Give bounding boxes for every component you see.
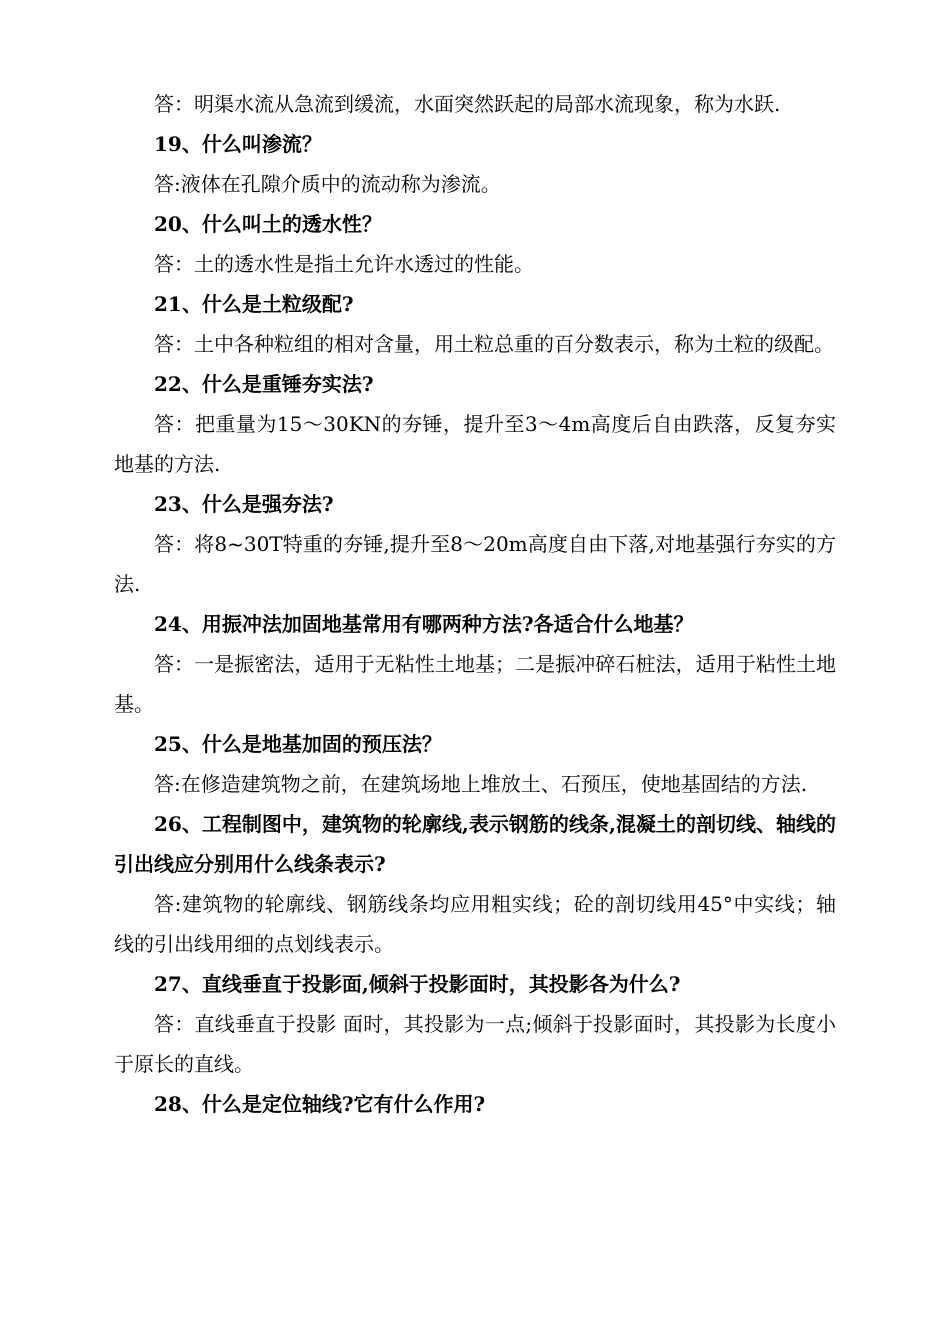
- answer-26: 答:建筑物的轮廓线、钢筋线条均应用粗实线；砼的剖切线用45°中实线；轴线的引出线用细的点划线表示。: [114, 892, 836, 956]
- document-body: [114, 84, 836, 1124]
- question-19: 19、什么叫渗流？: [154, 132, 322, 156]
- answer-22: 答：把重量为15～30KN的夯锤，提升至3～4m高度后自由跌落，反复夯实地基的方法.: [114, 412, 836, 476]
- question-22: 22、什么是重锤夯实法?: [154, 372, 374, 396]
- question-25: 25、什么是地基加固的预压法？: [154, 732, 442, 756]
- answer-23: 答：将8~30T特重的夯锤,提升至8～20m高度自由下落,对地基强行夯实的方法.: [114, 532, 836, 596]
- answer-18: 答：明渠水流从急流到缓流，水面突然跃起的局部水流现象，称为水跃.: [154, 92, 781, 116]
- answer-21: 答：土中各种粒组的相对含量，用土粒总重的百分数表示，称为土粒的级配。: [154, 332, 834, 356]
- answer-20: 答：土的透水性是指土允许水透过的性能。: [154, 252, 534, 276]
- question-21: 21、什么是土粒级配?: [154, 292, 354, 316]
- question-24: 24、用振冲法加固地基常用有哪两种方法?各适合什么地基？: [154, 612, 694, 636]
- question-26: 26、工程制图中，建筑物的轮廓线,表示钢筋的线条,混凝土的剖切线、轴线的引出线应分别用什么线条表示?: [114, 812, 836, 876]
- answer-24: 答：一是振密法，适用于无粘性土地基；二是振冲碎石桩法，适用于粘性土地基。: [114, 652, 836, 716]
- question-28: 28、什么是定位轴线?它有什么作用?: [154, 1092, 486, 1116]
- question-27: 27、直线垂直于投影面,倾斜于投影面时，其投影各为什么?: [154, 972, 681, 996]
- answer-19: 答:液体在孔隙介质中的流动称为渗流。: [154, 172, 501, 196]
- answer-27: 答：直线垂直于投影 面时，其投影为一点;倾斜于投影面时，其投影为长度小于原长的直线。: [114, 1012, 836, 1076]
- question-23: 23、什么是强夯法?: [154, 492, 334, 516]
- answer-25: 答:在修造建筑物之前，在建筑场地上堆放土、石预压，使地基固结的方法.: [154, 772, 808, 796]
- question-20: 20、什么叫土的透水性？: [154, 212, 382, 236]
